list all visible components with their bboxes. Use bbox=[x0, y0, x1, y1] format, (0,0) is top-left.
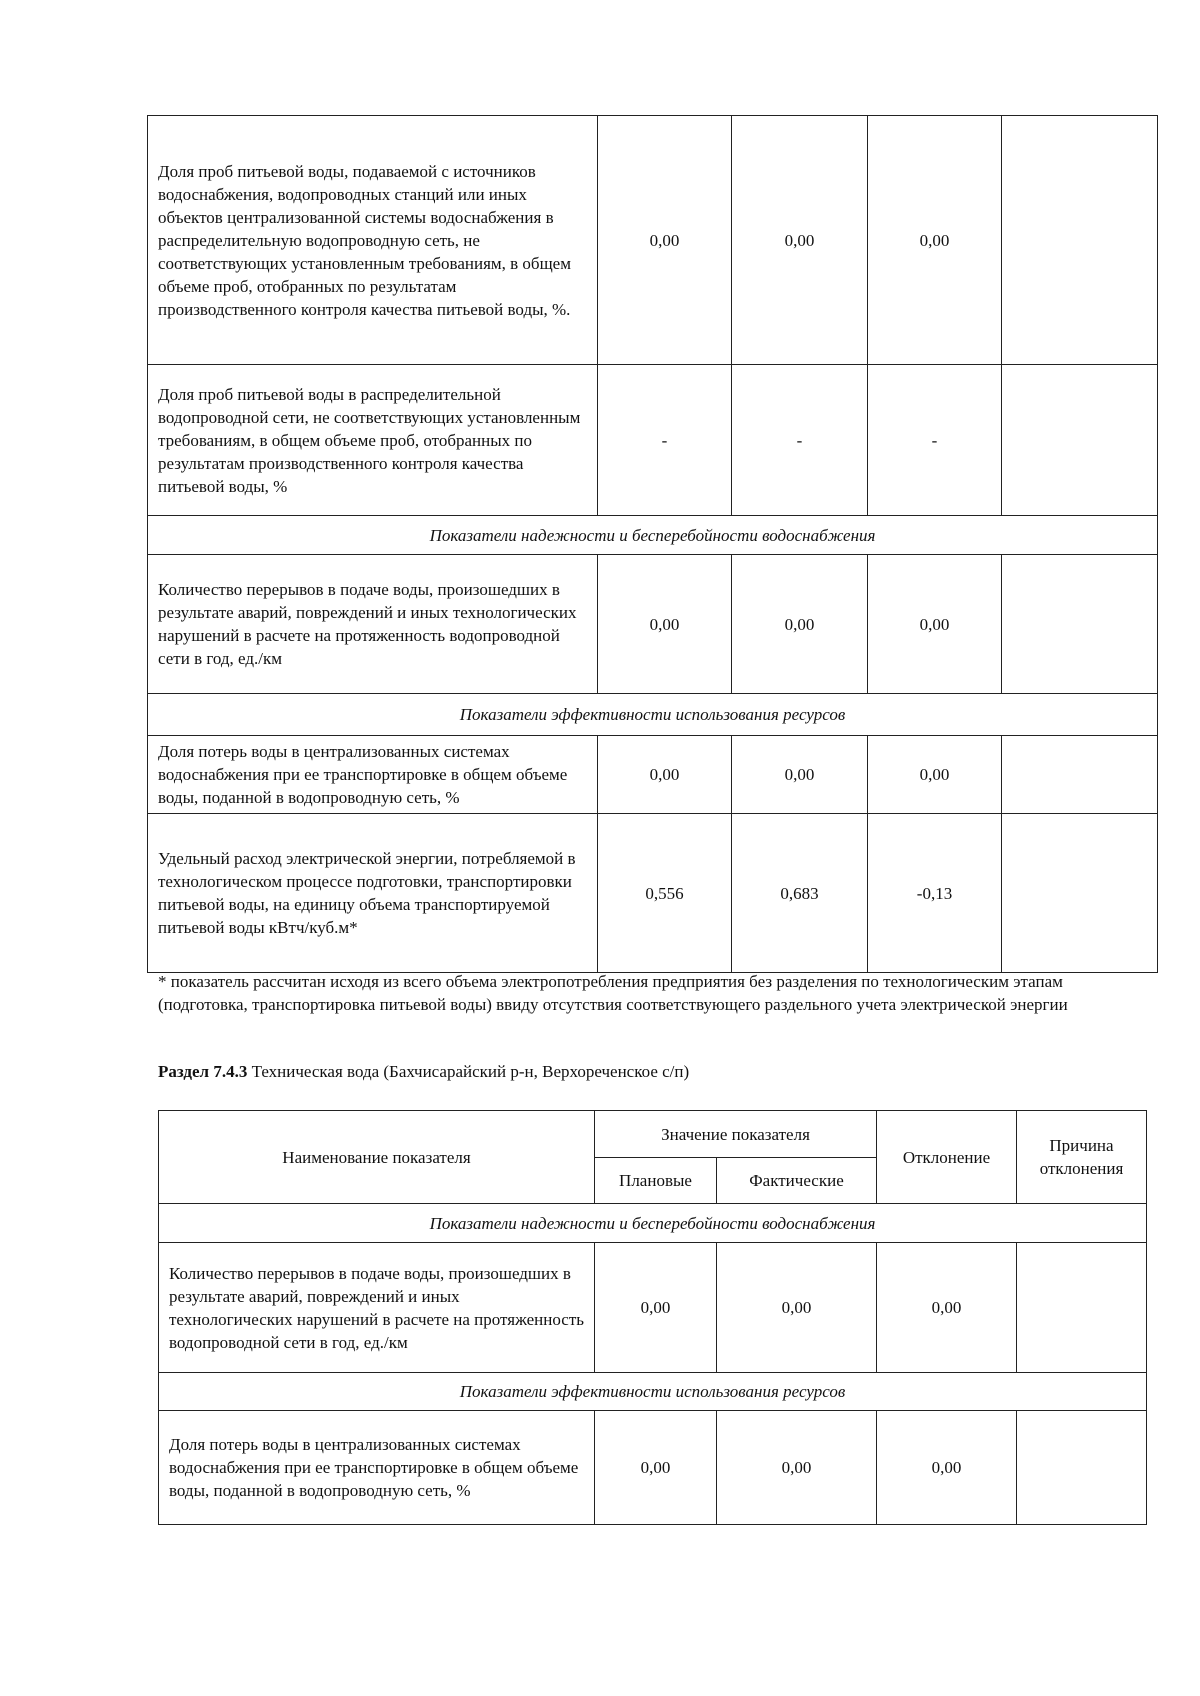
table-row bbox=[148, 814, 1158, 973]
indicator-name: Доля потерь воды в централизованных системах водоснабжения при ее транспортировке в общем объеме воды, поданной в водопроводную сеть, % bbox=[148, 736, 598, 814]
deviation-value: 0,00 bbox=[868, 555, 1002, 694]
fact-value: 0,00 bbox=[732, 736, 868, 814]
section-title: Показатели надежности и бесперебойности водоснабжения bbox=[159, 1204, 1147, 1243]
deviation-value: 0,00 bbox=[868, 116, 1002, 365]
header-plan: Плановые bbox=[595, 1158, 717, 1204]
deviation-reason bbox=[1017, 1243, 1147, 1373]
deviation-value: 0,00 bbox=[877, 1411, 1017, 1525]
section-title: Показатели надежности и бесперебойности водоснабжения bbox=[148, 516, 1158, 555]
plan-value: 0,00 bbox=[598, 555, 732, 694]
indicators-table-drinking-water bbox=[147, 115, 1158, 973]
header-deviation: Отклонение bbox=[877, 1111, 1017, 1204]
deviation-value: 0,00 bbox=[868, 736, 1002, 814]
fact-value: 0,683 bbox=[732, 814, 868, 973]
table-header-row bbox=[159, 1111, 1147, 1158]
fact-value: 0,00 bbox=[732, 555, 868, 694]
deviation-reason bbox=[1017, 1411, 1147, 1525]
indicator-name: Доля потерь воды в централизованных системах водоснабжения при ее транспортировке в общем объеме воды, поданной в водопроводную сеть, % bbox=[159, 1411, 595, 1525]
header-fact: Фактические bbox=[717, 1158, 877, 1204]
plan-value: 0,556 bbox=[598, 814, 732, 973]
plan-value: 0,00 bbox=[598, 116, 732, 365]
deviation-reason bbox=[1002, 814, 1158, 973]
table-row bbox=[159, 1243, 1147, 1373]
section-heading bbox=[158, 1060, 1118, 1083]
fact-value: 0,00 bbox=[732, 116, 868, 365]
plan-value: - bbox=[598, 365, 732, 516]
header-reason: Причина отклонения bbox=[1017, 1111, 1147, 1204]
table-row bbox=[148, 365, 1158, 516]
indicators-table-technical-water bbox=[158, 1110, 1147, 1525]
table-section-row bbox=[159, 1204, 1147, 1243]
table-section-row bbox=[159, 1373, 1147, 1411]
table-section-row bbox=[148, 516, 1158, 555]
table-row bbox=[148, 116, 1158, 365]
indicator-name: Количество перерывов в подаче воды, произошедших в результате аварий, повреждений и иных технологических нарушений в расчете на протяженность водопроводной сети в год, ед./км bbox=[148, 555, 598, 694]
table-row bbox=[159, 1411, 1147, 1525]
table-row bbox=[148, 736, 1158, 814]
indicator-name: Доля проб питьевой воды в распределительной водопроводной сети, не соответствующих установленным требованиям, в общем объеме проб, отобранных по результатам производственного контроля качества питьевой воды, % bbox=[148, 365, 598, 516]
deviation-value: - bbox=[868, 365, 1002, 516]
table-row bbox=[148, 555, 1158, 694]
plan-value: 0,00 bbox=[595, 1243, 717, 1373]
fact-value: 0,00 bbox=[717, 1243, 877, 1373]
deviation-value: -0,13 bbox=[868, 814, 1002, 973]
indicator-name: Количество перерывов в подаче воды, произошедших в результате аварий, повреждений и иных технологических нарушений в расчете на протяженность водопроводной сети в год, ед./км bbox=[159, 1243, 595, 1373]
table-section-row bbox=[148, 694, 1158, 736]
section-heading-text: Техническая вода (Бахчисарайский р-н, Верхореченское с/п) bbox=[247, 1062, 690, 1081]
indicator-name: Удельный расход электрической энергии, потребляемой в технологическом процессе подготовки, транспортировки питьевой воды, на единицу объема транспортируемой питьевой воды кВтч/куб.м* bbox=[148, 814, 598, 973]
footnote: * показатель рассчитан исходя из всего объема электропотребления предприятия без разделения по технологическим этапам (подготовка, транспортировка питьевой воды) ввиду отсутствия соответствующего раздельного учета электрической энергии bbox=[158, 972, 1068, 1014]
header-indicator-name: Наименование показателя bbox=[159, 1111, 595, 1204]
fact-value: 0,00 bbox=[717, 1411, 877, 1525]
deviation-value: 0,00 bbox=[877, 1243, 1017, 1373]
section-number: Раздел 7.4.3 bbox=[158, 1062, 248, 1081]
header-value-group: Значение показателя bbox=[595, 1111, 877, 1158]
section-title: Показатели эффективности использования ресурсов bbox=[159, 1373, 1147, 1411]
indicator-name: Доля проб питьевой воды, подаваемой с источников водоснабжения, водопроводных станций или иных объектов централизованной системы водоснабжения в распределительную водопроводную сеть, не соответствующих установленным требованиям, в общем объеме проб, отобранных по результатам производственного контроля качества питьевой воды, %. bbox=[148, 116, 598, 365]
section-title: Показатели эффективности использования ресурсов bbox=[148, 694, 1158, 736]
plan-value: 0,00 bbox=[598, 736, 732, 814]
deviation-reason bbox=[1002, 116, 1158, 365]
fact-value: - bbox=[732, 365, 868, 516]
deviation-reason bbox=[1002, 365, 1158, 516]
plan-value: 0,00 bbox=[595, 1411, 717, 1525]
deviation-reason bbox=[1002, 736, 1158, 814]
deviation-reason bbox=[1002, 555, 1158, 694]
